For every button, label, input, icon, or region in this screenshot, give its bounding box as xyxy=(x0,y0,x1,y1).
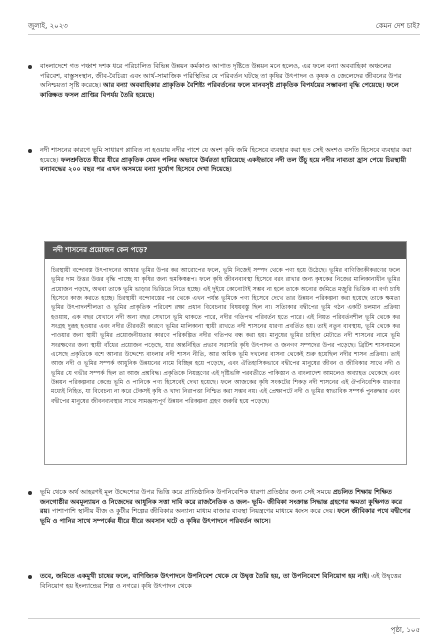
bullet-3-text-2: পাশাপাশি স্থানীয় বীজ ও কুটীর শিল্পের জীবিকার অন্যান্য মাধ্যম বাজার ব্যবস্থা নিয়ন্ত্রণের মাধ্যমে ধ্বংস করে দেয়। xyxy=(51,507,336,516)
info-box-body: চিরস্থায়ী বন্দোবস্ত উৎপাদনের আধার ভূমির উপর কর আরোপের ফলে, ভূমি নিজেই সম্পদ থেকে পণ্য হয়ে উঠেছে। ভূমির বাণিজ্যিকীকরণের ফলে ভূমির দাম উত্তর উত্তর বৃদ্ধি পাচ্ছে যা কৃষির জন্য হুমকিস্বরূপ। ফলে কৃষি জীবনব্যবস্থা হিসেবে বরং রাখার জন্য কৃষকের নিজের মালিকানাধীন ভূমির প্রয়োজন পড়ছে, অথবা তাকে ভূমি ভাড়ার ভিত্তিতে নিতে হচ্ছে। এই দুইয়ে কোনোটাই সম্ভব না হলে তাকে অন্যের জমিতে মজুরি ভিত্তিক বা বর্গা চাষি হিসেবে কাজ করতে হচ্ছে। চিরস্থায়ী বন্দোবস্তের পর থেকে এখন পর্যন্ত ভূমিকে পণ্য হিসেবে দেখে তার উন্নয়ন পরিকল্পনা করা হয়েছে তাকে ক্ষমতা ভূমির উৎপাদনশীলতা ও ভূমির প্রাকৃতিক পরিবেশ রক্ষা প্রধান বিবেচনার বিষয়বস্তু ছিল না। সত্যিকার বদ্বীপের ভূমি গঠন একটি চলমান প্রক্রিয়া হওয়ায়, এক বছর যেখানে নদী অন্য বছর সেখানে ভূমি থাকতে পারে, নদীর গতিপথ পরিবর্তন হতে পারে। এই নিয়ত পরিবর্তনশীল ভূমি থেকে কর সংগ্রহ দুরূহ হওয়ার এবং নদীর তীরবর্তী কারণে ভূমির মালিকানা স্থায়ী রাখতে নদী শাসনের ধারণা প্রবর্তিত হয়। তাই নতুন ব্যবস্থায়, ভূমি থেকে কর পাওয়ার জন্য স্থায়ী ভূমির প্রয়োজনীয়তার কারণে পরিকল্পিত নদীর গতিপথ বন্ধ করা হয়। মানুষের ভূমির চাহিদা মেটাতে নদী শাসনের নামে ভূমি সংরক্ষণের জন্য স্থায়ী বাঁধের প্রয়োজন পড়েছে, যার অন্তর্নিহিত প্রভাব সরাসরি কৃষি উৎপাদন ও জনগণ সম্পদের উপর পড়েছে। ব্রিটিশ শাসনামলে এসেছে প্রকৃতিকে বশে আনার উদ্দেশ্যে বাংলার নদী শাসন নীতি, আর অধিক ভূমি দখলের বাসনা থেকেই শুরু হয়েছিল নদীর শাসন প্রক্রিয়া। তাই আজ নদী ও ভূমির সম্পর্ক আধুনিক উন্নয়নের নামে বিচ্ছিন্ন হয়ে পড়েছে, এবং ঐতিহাসিকভাবে বদ্বীপের মানুষের জীবন ও জীবিকার সাথে নদী ও ভূমির যে গভীর সম্পর্ক ছিল তা আজ প্রশ্নবিদ্ধ। প্রকৃতিকে নিয়ন্ত্রণের এই দৃষ্টিভঙ্গি পরবর্তীতে পাকিস্তান ও বাংলাদেশ আমলেও অব্যাহত থেকেছে এবং উন্নয়ন পরিকল্পনার কেন্দ্রে ভূমি ও পানিকে পণ্য হিসেবেই দেখা হয়েছে। ফলে আজকের কৃষি সংকটের শিকড় নদী শাসনের এই ঔপনিবেশিক ধারণার মধ্যেই নিহিত, যা বিবেচনা না করে টেকসই কৃষি ও খাদ্য নিরাপত্তা নিশ্চিত করা সম্ভব নয়। এই প্রেক্ষাপটে নদী ও ভূমির স্বাভাবিক সম্পর্ক পুনরুদ্ধার এবং বদ্বীপের মানুষের জীবনব্যবস্থার সাথে সামঞ্জস্যপূর্ণ উন্নয়ন পরিকল্পনা গ্রহণ জরুরি হয়ে পড়েছে। xyxy=(51,267,400,405)
bullet-1-text: বাংলাদেশে গত পঞ্চাশ দশক ধরে পরিচালিত বিভিন্ন উন্নয়ন কর্মকাণ্ড আপাত দৃষ্টিতে উন্নয়ন মনে হলেও, এর ফলে বন্যা অববাহিকা অঞ্চলের পরিবেশ, বাস্তুসংস্থান, জীব-বৈচিত্র্য এবং আর্থ-সামাজিক পরিস্থিতির যে পরিবর্তন ঘটছে তা কৃষির উৎপাদন ও কৃষক ও জেলেদের জীবনের উপর অনিশ্চয়তা সৃষ্টি করেছে। xyxy=(40,62,402,90)
page-header xyxy=(28,20,420,34)
bullet-2-bold: ফলশ্রুতিতে ধীরে ধীরে প্রাকৃতিক যেমন পলির অভাবে উর্বরতা হারিয়েছে একইভাবে নদী তল উঁচু হয়ে নদীর নাব্যতা হ্রাস পেয়ে চিরস্থায়ী বন্যাবদ্ধের ২০০ বছর পর এখন অসময়ে বন্যা দুর্যোগ হিসেবে দেখা দিয়েছে। xyxy=(40,155,407,174)
bullet-paragraph-4 xyxy=(40,572,413,591)
bullet-3-bold-2: ফলে জীবিকার পথে বদ্বীপের ভূমি ও পানির সাথে সম্পর্কের ধীরে ধীরে অবসান ঘটে ও কৃষির উৎপাদনে পরিবর্তন আসে। xyxy=(40,507,411,525)
header-rule xyxy=(28,34,420,35)
bullet-1-bold: আর বন্যা অববাহিকার প্রাকৃতিক বৈশিষ্ট্য পরিবর্তনের ফলে মানবসৃষ্ট প্রাকৃতিক বিপর্যয়ের সম্ভাবনা বৃদ্ধি পেয়েছে। ফলে কাঙ্ক্ষিত ফসল প্রাপ্তির বিপর্যয় তৈরি হয়েছে। xyxy=(40,81,399,99)
header-date: জুলাই, ২০২৩ xyxy=(28,22,68,30)
bullet-paragraph-3 xyxy=(40,488,413,526)
bullet-paragraph-2 xyxy=(40,146,413,175)
bullet-paragraph-1 xyxy=(40,62,413,100)
info-box-heading: নদী শাসনের প্রয়োজন কেন পড়ে? xyxy=(45,242,406,259)
bullet-3-text: ভূমি থেকে অর্থ আহরণই মূল উদ্দেশ্যের উপর ভিত্তি করে প্রাতিষ্ঠানিক উপনিবেশিক ধারণা প্রতিষ্ঠার জন্য সেই সময়ে xyxy=(40,488,331,496)
header-title: কেমন দেশ চাই? xyxy=(375,22,420,30)
bullet-dot xyxy=(28,575,32,579)
footer-rule xyxy=(28,618,420,619)
bullet-dot xyxy=(28,491,32,495)
bullet-dot xyxy=(28,149,32,153)
bullet-4-text: এই উদ্বৃত্তের বিনিয়োগ হয় ইংল্যান্ডের শিল্প ও নগরে। কৃষি উৎপাদন থেকে xyxy=(40,572,402,590)
bullet-dot xyxy=(28,65,32,69)
info-box xyxy=(44,241,407,465)
bullet-3-bold: প্রচলিত শিক্ষায় শিক্ষিত জনগোষ্ঠীর অবমূল্যায়ন ও নিজেদের আধুনিক সত্তা দাবি করে রাজনৈতিক ও জল- ভূমি- জীবিকা সংক্রান্ত সিদ্ধান্ত গ্রহণের ক্ষমতা কুক্ষিগত করে রয়। xyxy=(40,488,403,516)
bullet-4-bold: তবে, জমিতে একমুখী চাষের ফলে, বাণিজ্যিক উৎপাদনে উপনিবেশ থেকে যে উদ্বৃত্ত তৈরি হয়, তা উপনিবেশে বিনিয়োগ হয় নাই। xyxy=(40,572,370,580)
page-number: পৃষ্ঠা, ১০৫ xyxy=(390,626,420,634)
bullet-2-text: নদী শাসনের কারণে ভূমি সাধারণ প্লাবিত না হওয়ায় নদীর পাশে যে অংশ কৃষি জমি হিসেবে ব্যবহার করা হত সেই অংশও বসতি হিসেবে ব্যবহার করা হয়েছে। xyxy=(40,146,412,164)
